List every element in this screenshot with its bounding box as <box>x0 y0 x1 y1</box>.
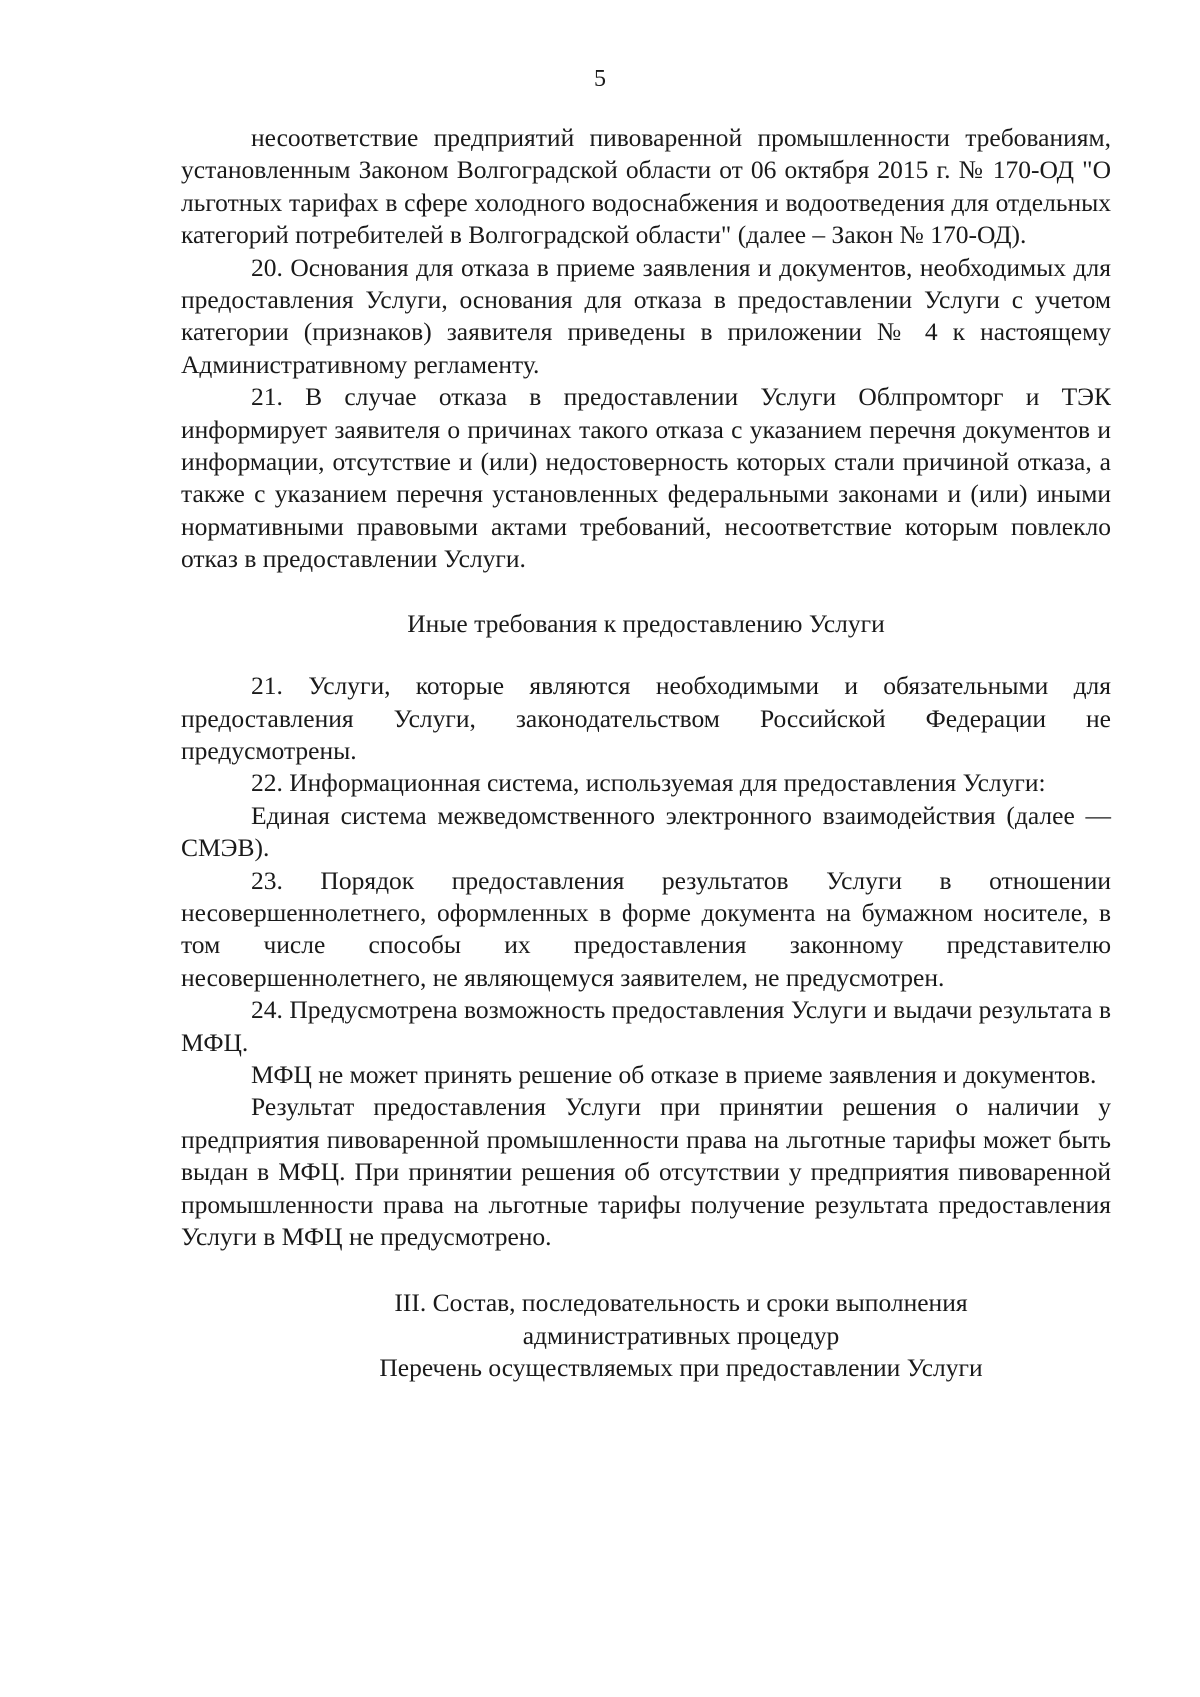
spacer <box>181 1253 1111 1287</box>
paragraph-24-mfc-possibility: 24. Предусмотрена возможность предоставления Услуги и выдачи результата в МФЦ. <box>181 995 1111 1057</box>
paragraph-21-required-services: 21. Услуги, которые являются необходимыми и обязательными для предоставления Услуги, законодательством Российской Федерации не предусмотрены. <box>181 671 1111 765</box>
paragraph-21-refusal-notification: 21. В случае отказа в предоставлении Услуги Облпромторг и ТЭК информирует заявителя о причинах такого отказа с указанием перечня документов и информации, отсутствие и (или) недостоверность которых стали причиной отказа, а также с указанием перечня установленных федеральными законами и (или) иными нормативными правовыми актами требований, несоответствие которым повлекло отказ в предоставлении Услуги. <box>181 382 1111 574</box>
paragraph-mfc-result: Результат предоставления Услуги при принятии решения о наличии у предприятия пивоваренной промышленности права на льготные тарифы может быть выдан в МФЦ. При принятии решения об отсутствии у предприятия пивоваренной промышленности права на льготные тарифы получение результата предоставления Услуги в МФЦ не предусмотрено. <box>181 1092 1111 1251</box>
paragraph-23-minor-results: 23. Порядок предоставления результатов Услуги в отношении несовершеннолетнего, оформленных в форме документа на бумажном носителе, в том числе способы их предоставления законному представителю несовершеннолетнего, не являющемуся заявителем, не предусмотрен. <box>181 865 1111 992</box>
paragraph-mfc-no-refusal: МФЦ не может принять решение об отказе в приеме заявления и документов. <box>251 1059 1097 1089</box>
section-heading-line-3: Перечень осуществляемых при предоставлении Услуги <box>379 1353 983 1383</box>
paragraph-22-information-system: 22. Информационная система, используемая для предоставления Услуги: <box>251 768 1046 798</box>
section-heading-line-1: III. Состав, последовательность и сроки выполнения <box>394 1288 968 1318</box>
paragraph-20-refusal-grounds: 20. Основания для отказа в приеме заявления и документов, необходимых для предоставления Услуги, основания для отказа в предоставлении Услуги с учетом категории (признаков) заявителя приведены в приложении № 4 к настоящему Административному регламенту. <box>181 252 1111 379</box>
spacer <box>181 640 1111 670</box>
heading-other-requirements: Иные требования к предоставлению Услуги <box>407 608 885 638</box>
paragraph-smev: Единая система межведомственного электронного взаимодействия (далее — СМЭВ). <box>181 800 1111 863</box>
page-number: 5 <box>594 66 606 92</box>
spacer <box>181 576 1111 608</box>
document-body <box>181 122 1111 1385</box>
section-heading-line-2: административных процедур <box>522 1320 840 1350</box>
paragraph-tariff-requirements: несоответствие предприятий пивоваренной промышленности требованиям, установленным Законом Волгоградской области от 06 октября 2015 г. № 170-ОД "О льготных тарифах в сфере холодного водоснабжения и водоотведения для отдельных категорий потребителей в Волгоградской области" (далее – Закон № 170-ОД). <box>181 123 1111 250</box>
